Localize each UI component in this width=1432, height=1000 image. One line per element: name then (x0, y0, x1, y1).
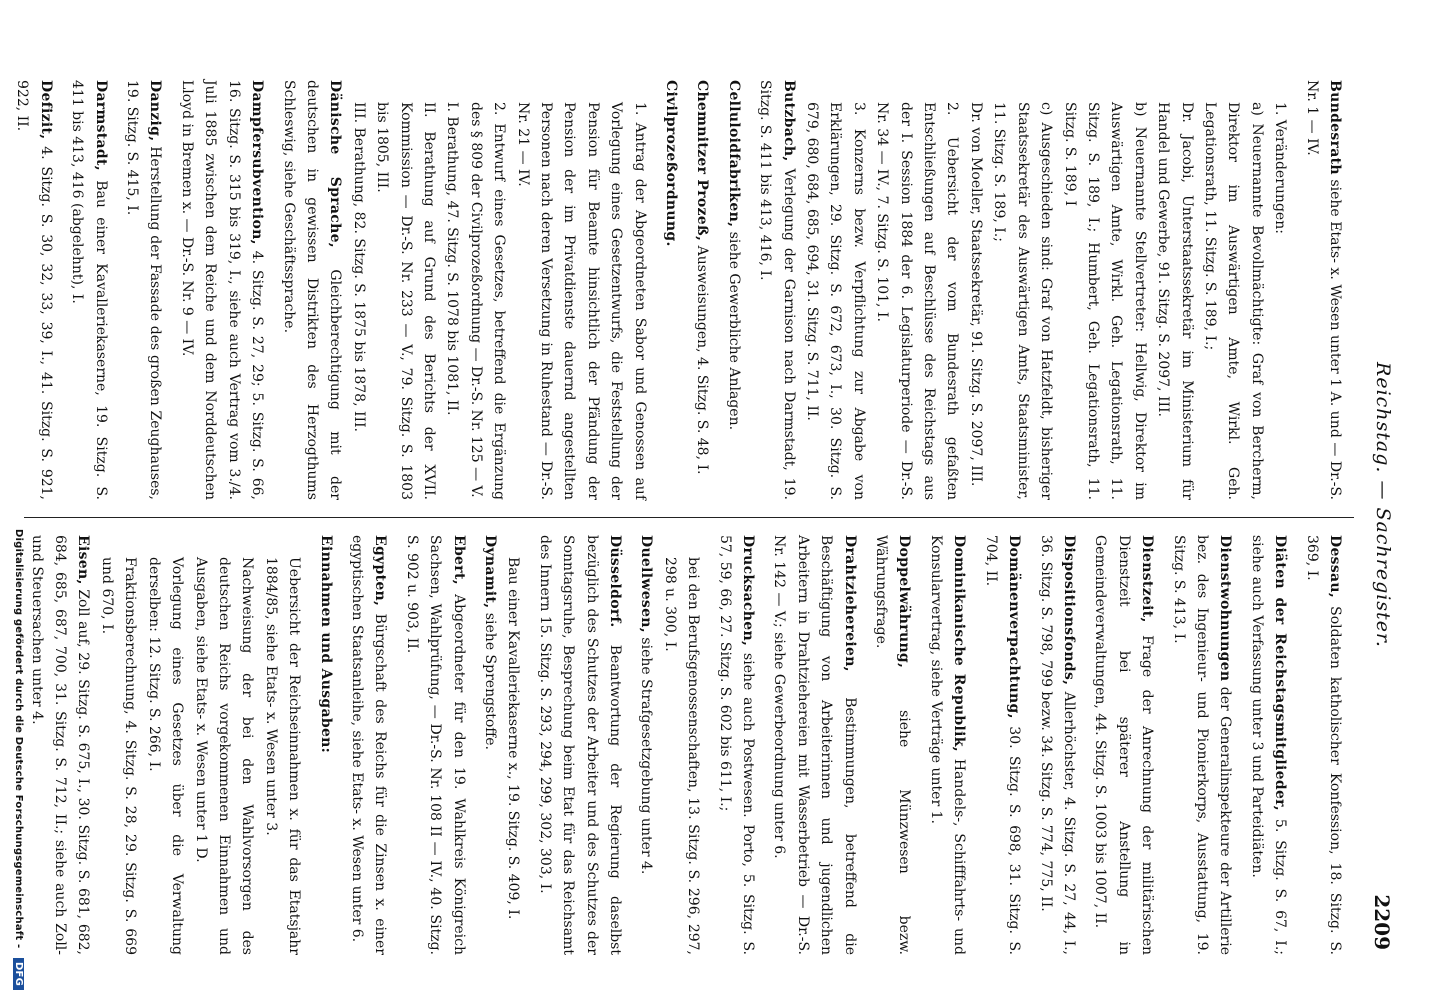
entry-headword: Ebert, (450, 535, 467, 585)
entry-text: Bürgschaft des Reichs für die Zinsen x. einer egyptischen Staatsanleihe, siehe Etats- x. Wesen unter 6. (348, 535, 389, 956)
index-entry (501, 557, 524, 955)
digitization-text: Digitalisierung gefördert durch die Deutsche Forschungsgemeinschaft - (13, 529, 24, 949)
index-entry (978, 535, 1025, 955)
entry-text: Verlegung der Garnison nach Darmstadt, 19. Sitzg. S. 411 bis 413, 416, I. (757, 80, 797, 501)
entry-text: Uebersicht der Reichseinnahmen x. für das Etatsjahr 1884/85, siehe Etats- x. Wesen unter 3. (262, 557, 303, 955)
entry-text: Herstellung der Fassade des großen Zeughauses, 19. Sitzg. S. 415, I. (124, 80, 164, 500)
index-entry (800, 102, 870, 500)
entry-headword: Dienstwohnungen (1217, 535, 1234, 682)
entry-text: II. Berathung auf Grund des Berichts der XVII. Kommission — Dr.-S. Nr. 233 — V., 79. Sitzg. S. 1803 bis 1805, III. (374, 102, 437, 500)
index-entry (345, 535, 392, 955)
entry-headword: Einnahmen und Ausgaben: (317, 535, 334, 754)
running-title: Reichstag. — Sachregister. (1372, 362, 1394, 648)
index-entry (1033, 535, 1080, 955)
entry-text: I. Berathung, 47. Sitzg. S. 1078 bis 1081, II. (444, 102, 461, 416)
entry-headword: Düsseldorf. (607, 535, 624, 628)
page-header (1364, 60, 1394, 950)
entry-text: siehe auch Postwesen. Porto, 5. Sitzg. S. 57, 59, 66, 27. Sitzg. S. 602 bis 611, I.; (716, 535, 757, 955)
entry-text: siehe Etats- x. Wesen unter 1 A. und — Dr.-S. Nr. 1 — IV. (1303, 80, 1343, 500)
index-entry (120, 80, 167, 500)
index-entry (870, 102, 964, 500)
entry-headword: Diäten der Reichstagsmitglieder, (1272, 535, 1289, 811)
entry-text: siehe Gewerbliche Anlagen. (725, 231, 742, 431)
entry-text: Abgeordneter für den 19. Wahlkreis Königreich Sachsen, Wahlprüfung, — Dr.-S. Nr. 108 II — IV., 40. Sitzg. S. 902 u. 903, II. (403, 535, 467, 955)
entry-headword: Drucksachen, (740, 535, 757, 647)
entry-headword: Dispositionsfonds, (1060, 535, 1077, 686)
entry-text: Gleichberechtigung mit der deutschen in gewissen Distrikten des Herzogthums Schleswig, siehe Geschäftssprache. (280, 80, 344, 500)
entry-headword: Domänenverpachtung, (1006, 535, 1023, 719)
index-entry (1299, 80, 1346, 500)
index-entry (657, 557, 704, 955)
entry-text: 5. Sitzg. S. 67, I.; siehe auch Verfassung unter 3 und Parteidiäten. (1248, 535, 1289, 955)
entry-headword: Duellwesen, (638, 535, 655, 633)
entry-text: Bau einer Kavalleriekaserne, 19. Sitzg. S. 411 bis 413, 416 (abgelehnt), I. (69, 80, 109, 500)
entry-text: Dr. Jacobi, Unterstaatssekretär im Ministerium für Handel und Gewerbe, 91. Sitzg. S. 2097, III. (1155, 102, 1195, 500)
entry-text: Zoll auf, 29. Sitzg. S. 675, I., 30. Sitzg. S. 681, 682, 684, 685, 687, 700, 31. Sitzg. S. 712, II.; siehe auch Zoll- und Steuersachen unter 4. (28, 535, 92, 955)
entry-text: 2. Entwurf eines Gesetzes, betreffend die Ergänzung des § 809 der Civilprozeßordnung — Dr.-S. Nr. 125 — V. (467, 102, 508, 500)
entry-text: bei den Berufsgenossenschaften, 13. Sitzg. S. 296, 297, 298 u. 300, I. (661, 557, 702, 955)
entry-text: Bau einer Kavalleriekaserne x., 19. Sitzg. S. 409, I. (505, 557, 522, 920)
index-entry (95, 557, 142, 955)
entry-text: Soldaten katholischer Konfession, 18. Sitzg. S. 369, I. (1303, 535, 1343, 956)
entry-headword: Egypten, (372, 535, 389, 607)
index-entry (510, 102, 650, 500)
index-entry (24, 535, 94, 955)
entry-headword: Chemnitzer Prozeß, (694, 80, 711, 242)
entry-text: c) Ausgeschieden sind: Graf von Hatzfeldt, bisheriger Staatssekretär des Auswärtigen Amts, Staatsminister, 11. Sitzg. S. 189, I.; (991, 102, 1055, 500)
index-entry (690, 80, 713, 500)
entry-text: 3. Konzerns bezw. Verpflichtung zur Abgabe von Erklärungen, 29. Sitzg. S. 672, 673, I., 30. Sitzg. S. 679, 680, 684, 685, 694, 31. Sitzg. S. 711, II. (804, 102, 867, 500)
index-entry (141, 557, 188, 955)
entry-headword: Dominikanische Republik, (951, 535, 968, 752)
entry-text: siehe Sprengstoffe. (482, 612, 498, 750)
entry-headword: Celluloidfabriken, (725, 80, 742, 228)
entry-headword: Defizit, (37, 80, 54, 140)
index-entry (1088, 535, 1158, 955)
entry-text: 1. Veränderungen: (1272, 102, 1289, 234)
entry-text: III. Berathung, 82. Sitzg. S. 1875 bis 1878, III. (350, 102, 367, 433)
entry-text: der Generalinspekteure der Artillerie bez. des Ingenieur- und Pionierkorps, Ausstattung, 19. Sitzg. S. 413, I. (1170, 535, 1234, 955)
entry-text: Fraktionsberechnung, 4. Sitzg. S. 28, 29. Sitzg. S. 669 und 670, I. (98, 557, 139, 955)
entry-headword: Darmstadt, (92, 80, 109, 171)
entry-text: Handels-, Schifffahrts- und Konsularvertrag, siehe Verträge unter 1. (927, 535, 968, 955)
index-entry (753, 80, 800, 500)
index-entry (175, 80, 269, 500)
index-entry (1151, 102, 1198, 500)
index-entry (1198, 102, 1268, 500)
entry-headword: Eisen, (75, 535, 92, 585)
entry-text: b) Neuernannte Stellvertreter: Hellwig, Direktor im Auswärtigen Amte, Wirkl. Geh. Legationsrath, 11. Sitzg. S. 189, I.; Humbert, Geh. Legationsrath, 11. Sitzg. S. 189, I (1061, 102, 1148, 500)
entry-headword: Dienstzeit, (1139, 535, 1156, 623)
entry-text: 2. Uebersicht der vom Bundesrath gefaßten Entschließungen auf Beschlüsse des Reichstags aus der I. Session 1884 der 6. Legislaturperiode — Dr.-S. Nr. 34 — IV., 7. Sitzg. S. 101, I. (874, 102, 961, 500)
index-entry (440, 102, 463, 500)
index-entry (721, 80, 744, 500)
dfg-logo: DFG (13, 958, 24, 990)
entry-text: siehe Münzwesen bezw. Währungsfrage. (873, 535, 913, 955)
page-number: 2209 (1370, 894, 1394, 950)
entry-text: a) Neuernannte Bevollmächtigte: Graf von Bercherm, Direktor im Auswärtigen Amte, Wirkl. Geh. Legationsrath, 11. Sitzg. S. 189, I.; (1201, 102, 1265, 500)
index-entry (869, 535, 916, 955)
entry-headword: Civilprozeßordnung. (663, 80, 680, 247)
entry-headword: Danzig, (147, 80, 164, 142)
index-entry (659, 80, 682, 500)
entry-headword: Dynamit, (482, 535, 498, 609)
index-entry (188, 557, 258, 955)
entry-text: Ausweisungen, 4. Sitzg. S. 48, I. (694, 245, 711, 475)
entry-headword: Drahtziehereien, (841, 535, 858, 672)
index-entry (399, 535, 469, 955)
entry-text: Vorlegung eines Gesetzes über die Verwaltung derselben: 12. Sitzg. S. 266, I. (145, 557, 186, 955)
entry-text: 4. Sitzg. S. 30, 32, 33, 39, I., 41. Sitzg. S. 921, 922, II. (14, 80, 54, 500)
index-entry (1244, 535, 1291, 955)
entry-text: Beantwortung der Regierung daselbst bezüglich des Schutzes der Arbeiter und des Schutzes der Sonntagsruhe, Besprechung beim Etat für das Reichsamt des Innern 15. Sitzg. S. 293, 294, 299, 302, 303, I. (536, 535, 624, 955)
entry-text: siehe Strafgesetzgebung unter 4. (638, 637, 655, 875)
entry-text: Dr. von Moeller, Staatssekretär, 91. Sitzg. S. 2097, III. (967, 102, 984, 487)
index-entry (1299, 535, 1346, 955)
index-entry (65, 80, 112, 500)
entry-text: Frage der Anrechnung der militärischen Dienstzeit bei späterer Anstellung in Gemeindeverwaltungen, 44. Sitzg. S. 1003 bis 1007, II. (1092, 535, 1156, 955)
column-divider (24, 517, 1354, 518)
index-entry (532, 535, 626, 955)
entry-text: Nachweisung der bei den Wahlvorsorgen des deutschen Reichs vorgekommenen Einnahmen und Ausgaben, siehe Etats- x. Wesen unter 1 D. (192, 557, 256, 955)
entry-headword: Doppelwährung, (896, 535, 913, 669)
index-entry (712, 535, 759, 955)
index-entry (1057, 102, 1151, 500)
entry-headword: Butzbach, (780, 80, 797, 162)
entry-text: 30. Sitzg. S. 698, 31. Sitzg. S. 704, II. (982, 535, 1023, 956)
index-entry (634, 535, 657, 955)
index-entry (346, 102, 369, 500)
index-entry (370, 102, 440, 500)
index-entry (987, 102, 1057, 500)
entry-headword: Dessau, (1327, 535, 1343, 599)
right-column (16, 535, 1346, 955)
left-column (0, 80, 1346, 500)
entry-headword: Dampfersubvention, (249, 80, 266, 245)
index-entry (258, 557, 305, 955)
entry-text: 1. Antrag der Abgeordneten Sabor und Genossen auf Vorlegung eines Gesetzentwurfs, die Feststellung der Pension für Beamte hinsichtlich der Pfändung der Pension der im Privatdienste dauernd angestellten Personen nach deren Versetzung in Ruhestand — Dr.-S. Nr. 21 — IV. (514, 102, 648, 500)
entry-text: 4. Sitzg. S. 27, 29; 5. Sitzg. S. 66, 16. Sitzg. S. 315 bis 319, I., siehe auch Vertrag vom 3./4. Juli 1885 zwischen dem Reiche und dem Norddeutschen Lloyd in Bremen x. — Dr.-S. Nr. 9 — IV. (178, 80, 266, 500)
index-entry (964, 102, 987, 500)
index-entry (1268, 102, 1291, 500)
index-entry (478, 535, 501, 955)
index-entry (313, 535, 336, 955)
entry-text: Allerhöchster, 4. Sitzg. S. 27, 44, I., 36. Sitzg. S. 798, 799 bezw. 34. Sitzg. S. 774, 775, II. (1037, 535, 1077, 955)
entry-text: Bestimmungen, betreffend die Beschäftigung von Arbeiterinnen und jugendlichen Arbeitern in Drahtziehereien mit Wasserbetrieb — Dr.-S. Nr. 142 — V.; siehe Gewerbeordnung unter 6. (771, 535, 858, 955)
index-entry (463, 102, 510, 500)
index-entry (1166, 535, 1236, 955)
entry-headword: Dänische Sprache, (327, 80, 344, 248)
index-entry (767, 535, 861, 955)
entry-headword: Bundesrath (1327, 80, 1343, 175)
digitization-note (2, 10, 24, 990)
index-entry (924, 535, 971, 955)
index-entry (276, 80, 346, 500)
